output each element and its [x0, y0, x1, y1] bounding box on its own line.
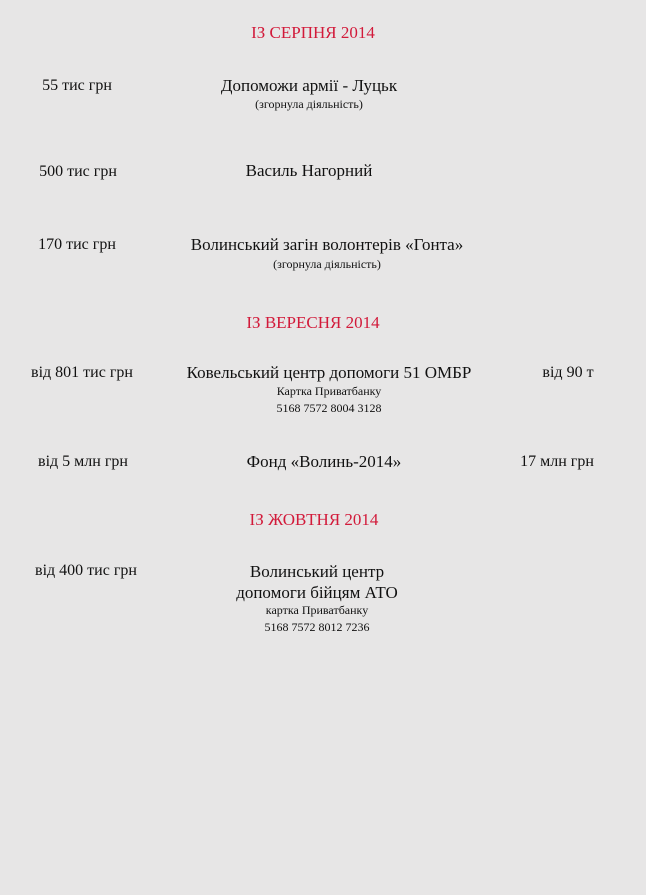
entry-name: Волинський загін волонтерів «Гонта»: [190, 235, 464, 254]
entry-amount: від 400 тис грн: [35, 562, 137, 579]
section-heading-august-2014: ІЗ СЕРПНЯ 2014: [251, 23, 375, 42]
entry-right-amount: 17 млн грн: [520, 453, 594, 470]
entry-amount: 170 тис грн: [38, 236, 116, 253]
entry-name: Фонд «Волинь-2014»: [246, 452, 402, 471]
entry-name: Ковельський центр допомоги 51 ОМБР: [186, 363, 472, 382]
card-number: 5168 7572 8004 3128: [276, 401, 382, 415]
entry-note: (згорнула діяльність): [273, 257, 381, 271]
entry-name: Василь Нагорний: [245, 161, 373, 180]
entry-amount: від 801 тис грн: [31, 364, 133, 381]
entry-name: Допоможи армії - Луцьк: [220, 76, 398, 95]
card-number: 5168 7572 8012 7236: [264, 620, 370, 634]
entry-name-line1: Волинський центр: [249, 562, 385, 581]
card-label: картка Приватбанку: [265, 603, 369, 617]
entry-amount: 500 тис грн: [39, 163, 117, 180]
section-heading-october-2014: ІЗ ЖОВТНЯ 2014: [249, 510, 379, 529]
entry-right-amount: від 90 т: [542, 364, 594, 381]
entry-name-line2: допомоги бійцям АТО: [236, 583, 398, 602]
entry-note: (згорнула діяльність): [255, 97, 363, 111]
entry-amount: 55 тис грн: [42, 77, 112, 94]
entry-amount: від 5 млн грн: [38, 453, 128, 470]
section-heading-september-2014: ІЗ ВЕРЕСНЯ 2014: [246, 313, 380, 332]
card-label: Картка Приватбанку: [276, 384, 382, 398]
